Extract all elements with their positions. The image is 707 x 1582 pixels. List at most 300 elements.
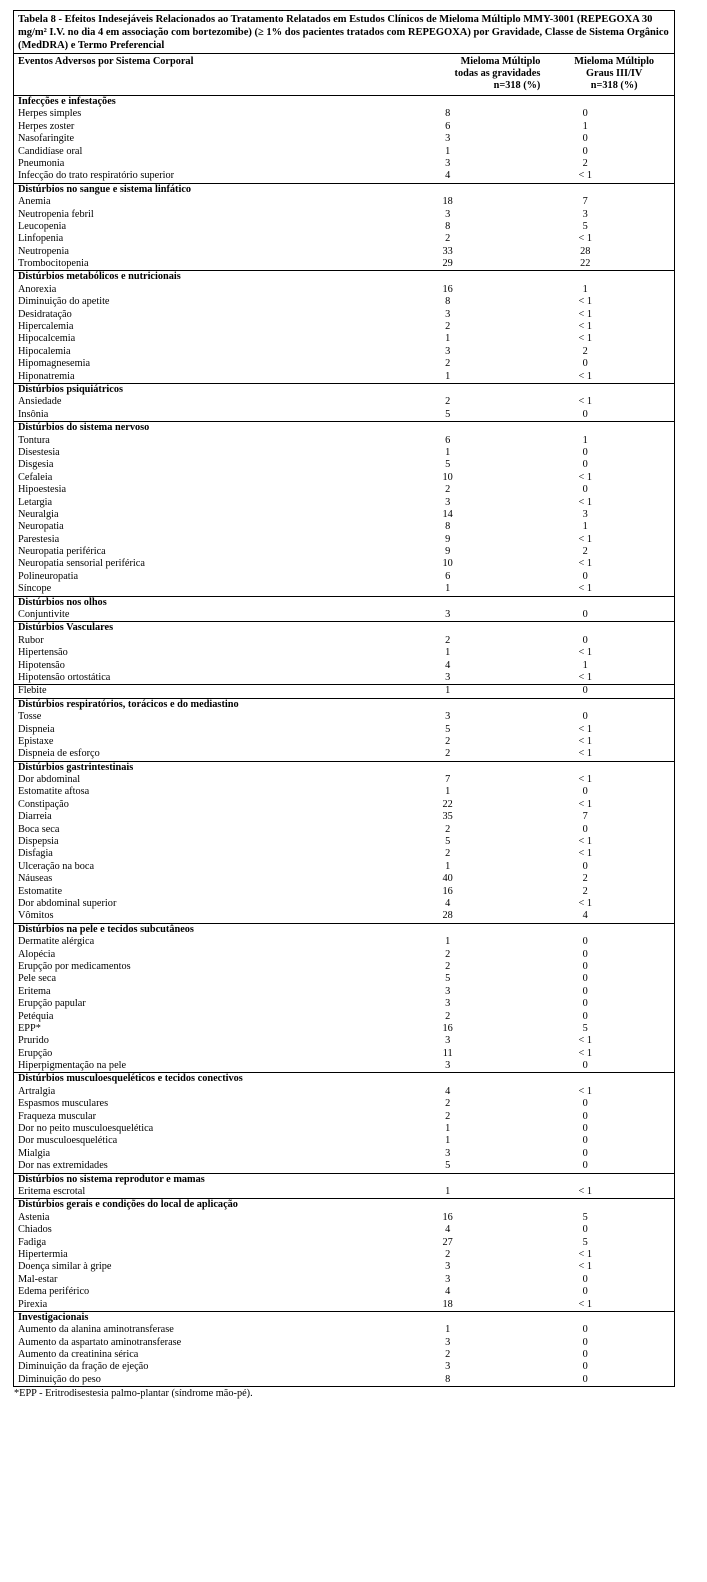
event-name-cell: Disgesia — [18, 459, 54, 471]
table-row — [14, 1098, 674, 1110]
adverse-events-table — [13, 10, 675, 1387]
grade-3-4-cell: 0 — [582, 358, 588, 370]
table-row — [14, 1023, 674, 1035]
table-header — [14, 54, 674, 96]
event-name-cell: Aumento da aspartato aminotransferase — [18, 1336, 182, 1348]
table-section — [14, 1199, 674, 1312]
grade-3-4-cell: 0 — [582, 446, 588, 458]
all-grades-cell: 3 — [445, 985, 451, 997]
event-name-cell: Dermatite alérgica — [18, 936, 95, 948]
all-grades-cell: 2 — [445, 396, 451, 408]
all-grades-cell: 2 — [445, 634, 451, 646]
event-name-cell: Estomatite — [18, 885, 63, 897]
grade-3-4-cell: 0 — [582, 1098, 588, 1110]
grade-3-4-cell: 0 — [582, 484, 588, 496]
all-grades-cell: 4 — [445, 898, 451, 909]
table-row — [14, 346, 674, 358]
table-row — [14, 371, 674, 383]
grade-3-4-cell: 0 — [582, 1361, 588, 1373]
all-grades-cell: 2 — [445, 823, 451, 835]
table-row — [14, 786, 674, 798]
event-name-cell: Hipocalcemia — [18, 333, 76, 345]
all-grades-cell: 33 — [442, 245, 453, 257]
all-grades-cell: 28 — [442, 910, 453, 922]
all-grades-cell: 1 — [445, 685, 451, 697]
all-grades-cell: 18 — [442, 196, 453, 208]
grade-3-4-cell: 5 — [582, 1236, 588, 1248]
table-section — [14, 184, 674, 272]
event-name-cell: Petéquia — [18, 1010, 54, 1022]
event-name-cell: Dispneia de esforço — [18, 748, 100, 760]
table-row — [14, 961, 674, 973]
all-grades-cell: 10 — [442, 471, 453, 483]
event-name-cell: Ulceração na boca — [18, 860, 95, 872]
all-grades-cell: 3 — [445, 345, 451, 357]
table-row — [14, 724, 674, 736]
all-grades-cell: 5 — [445, 973, 451, 985]
grade-3-4-cell: < 1 — [578, 583, 593, 595]
event-name-cell: Hipomagnesemia — [18, 358, 91, 370]
all-grades-cell: 22 — [442, 798, 453, 810]
section-title: Distúrbios metabólicos e nutricionais — [18, 271, 181, 283]
all-grades-cell: 6 — [445, 434, 451, 446]
grade-3-4-cell: < 1 — [578, 1298, 593, 1310]
table-row — [14, 121, 674, 133]
table-row — [14, 1148, 674, 1160]
table-row — [14, 284, 674, 296]
all-grades-cell: 3 — [445, 998, 451, 1010]
grade-3-4-cell: 28 — [580, 245, 591, 257]
all-grades-cell: 16 — [442, 1022, 453, 1034]
table-row — [14, 146, 674, 158]
table-row — [14, 998, 674, 1010]
grade-3-4-cell: < 1 — [578, 898, 593, 909]
event-name-cell: Constipação — [18, 798, 69, 810]
section-title: Distúrbios respiratórios, torácicos e do mediastino — [18, 698, 239, 710]
grade-3-4-cell: 0 — [582, 1224, 588, 1236]
table-section — [14, 699, 674, 762]
all-grades-cell: 3 — [445, 711, 451, 723]
grade-3-4-cell: < 1 — [578, 735, 593, 747]
table-section — [14, 1312, 674, 1386]
grade-3-4-cell: < 1 — [578, 1261, 593, 1273]
event-name-cell: Pneumonia — [18, 157, 65, 169]
table-row — [14, 435, 674, 447]
event-name-cell: Dor abdominal superior — [18, 898, 117, 909]
all-grades-cell: 40 — [442, 873, 453, 885]
table-row — [14, 1212, 674, 1224]
event-name-cell: Neutropenia — [18, 245, 69, 257]
grade-3-4-cell: 0 — [582, 1147, 588, 1159]
grade-3-4-cell: 2 — [582, 873, 588, 885]
all-grades-cell: 2 — [445, 1110, 451, 1122]
grade-3-4-cell: 1 — [582, 120, 588, 132]
grade-3-4-cell: 0 — [582, 133, 588, 145]
event-name-cell: Dor no peito musculoesquelética — [18, 1123, 154, 1135]
grade-3-4-cell: < 1 — [578, 1085, 593, 1097]
event-name-cell: Parestesia — [18, 533, 60, 545]
header-grade-3-4-line1: Mieloma Múltiplo — [574, 56, 655, 67]
grade-3-4-cell: 0 — [582, 860, 588, 872]
section-title: Distúrbios gastrintestinais — [18, 761, 134, 773]
all-grades-cell: 3 — [445, 671, 451, 683]
table-row — [14, 635, 674, 647]
footnote: *EPP - Eritrodisestesia palmo-plantar (síndrome mão-pé). — [14, 1388, 253, 1400]
grade-3-4-cell: 0 — [582, 1286, 588, 1298]
table-row — [14, 246, 674, 258]
grade-3-4-cell: 0 — [582, 1010, 588, 1022]
all-grades-cell: 2 — [445, 1349, 451, 1361]
header-all-grades-line3: n=318 (%) — [493, 80, 541, 91]
grade-3-4-cell: < 1 — [578, 1047, 593, 1059]
all-grades-cell: 1 — [445, 786, 451, 798]
table-row — [14, 1123, 674, 1135]
all-grades-cell: 1 — [445, 446, 451, 458]
table-row — [14, 158, 674, 170]
table-row — [14, 321, 674, 333]
table-row — [14, 509, 674, 521]
section-title: Distúrbios na pele e tecidos subcutâneos — [18, 923, 194, 935]
event-name-cell: Fraqueza muscular — [18, 1110, 97, 1122]
event-name-cell: Aumento da creatinina sérica — [18, 1349, 139, 1361]
event-name-cell: Prurido — [18, 1035, 49, 1047]
table-row — [14, 1337, 674, 1349]
all-grades-cell: 3 — [445, 157, 451, 169]
table-row — [14, 558, 674, 570]
grade-3-4-cell: 2 — [582, 885, 588, 897]
table-row — [14, 949, 674, 961]
grade-3-4-cell: 0 — [582, 1160, 588, 1172]
all-grades-cell: 5 — [445, 1160, 451, 1172]
event-name-cell: Letargia — [18, 496, 53, 508]
all-grades-cell: 16 — [442, 885, 453, 897]
table-row — [14, 1060, 674, 1072]
table-section — [14, 422, 674, 596]
grade-3-4-cell: 0 — [582, 1324, 588, 1336]
all-grades-cell: 27 — [442, 1236, 453, 1248]
grade-3-4-cell: 0 — [582, 973, 588, 985]
table-row — [14, 936, 674, 948]
all-grades-cell: 2 — [445, 735, 451, 747]
table-row — [14, 1261, 674, 1273]
event-name-cell: Neuropatia sensorial periférica — [18, 558, 145, 570]
table-row — [14, 108, 674, 120]
all-grades-cell: 1 — [445, 145, 451, 157]
section-title: Distúrbios psiquiátricos — [18, 383, 123, 395]
all-grades-cell: 2 — [445, 358, 451, 370]
event-name-cell: Rubor — [18, 634, 44, 646]
section-title: Distúrbios no sistema reprodutor e mamas — [18, 1173, 205, 1185]
event-name-cell: Dor abdominal — [18, 774, 81, 786]
grade-3-4-cell: < 1 — [578, 748, 593, 760]
event-name-cell: Neuropatia periférica — [18, 546, 106, 558]
all-grades-cell: 18 — [442, 1298, 453, 1310]
all-grades-cell: 2 — [445, 321, 451, 333]
event-name-cell: Vômitos — [18, 910, 54, 922]
event-name-cell: Insônia — [18, 408, 49, 420]
event-name-cell: Mal-estar — [18, 1273, 58, 1285]
grade-3-4-cell: < 1 — [578, 671, 593, 683]
table-row — [14, 1324, 674, 1336]
table-row — [14, 898, 674, 910]
event-name-cell: Eritema — [18, 985, 51, 997]
grade-3-4-cell: 0 — [582, 1135, 588, 1147]
grade-3-4-cell: 1 — [582, 283, 588, 295]
table-row — [14, 447, 674, 459]
table-section — [14, 1174, 674, 1200]
event-name-cell: Diarreia — [18, 811, 52, 823]
grade-3-4-cell: 2 — [582, 345, 588, 357]
grade-3-4-cell: 0 — [582, 1273, 588, 1285]
event-name-cell: Anorexia — [18, 283, 57, 295]
all-grades-cell: 3 — [445, 208, 451, 220]
event-name-cell: Boca seca — [18, 823, 60, 835]
grade-3-4-cell: 0 — [582, 1349, 588, 1361]
table-row — [14, 521, 674, 533]
grade-3-4-cell: 2 — [582, 546, 588, 558]
grade-3-4-cell: < 1 — [578, 471, 593, 483]
section-title: Distúrbios gerais e condições do local de aplicação — [18, 1199, 238, 1211]
event-name-cell: Hipercalemia — [18, 321, 74, 333]
table-row — [14, 472, 674, 484]
table-section — [14, 1073, 674, 1173]
all-grades-cell: 7 — [445, 774, 451, 786]
event-name-cell: Disestesia — [18, 446, 60, 458]
table-row — [14, 484, 674, 496]
table-row — [14, 296, 674, 308]
grade-3-4-cell: 0 — [582, 408, 588, 420]
table-row — [14, 1374, 674, 1386]
event-name-cell: Neutropenia febril — [18, 208, 94, 220]
event-name-cell: Estomatite aftosa — [18, 786, 90, 798]
all-grades-cell: 4 — [445, 659, 451, 671]
all-grades-cell: 3 — [445, 133, 451, 145]
table-row — [14, 711, 674, 723]
event-name-cell: Herpes simples — [18, 108, 82, 120]
event-name-cell: Aumento da alanina aminotransferase — [18, 1324, 174, 1336]
table-section — [14, 622, 674, 685]
table-row — [14, 1286, 674, 1298]
event-name-cell: Hipotensão ortostática — [18, 671, 111, 683]
all-grades-cell: 6 — [445, 570, 451, 582]
header-all-grades — [403, 54, 543, 95]
event-name-cell: Tontura — [18, 434, 50, 446]
grade-3-4-cell: 0 — [582, 1373, 588, 1385]
table-row — [14, 811, 674, 823]
grade-3-4-cell: 7 — [582, 196, 588, 208]
grade-3-4-cell: 0 — [582, 1060, 588, 1072]
grade-3-4-cell: 0 — [582, 786, 588, 798]
table-row — [14, 133, 674, 145]
grade-3-4-cell: 0 — [582, 960, 588, 972]
table-section — [14, 271, 674, 384]
all-grades-cell: 9 — [445, 546, 451, 558]
section-title: Distúrbios nos olhos — [18, 596, 107, 608]
grade-3-4-cell: 0 — [582, 459, 588, 471]
table-section — [14, 597, 674, 623]
all-grades-cell: 2 — [445, 948, 451, 960]
event-name-cell: Alopécia — [18, 948, 56, 960]
grade-3-4-cell: 0 — [582, 145, 588, 157]
header-grade-3-4-line3: n=318 (%) — [590, 80, 638, 91]
event-name-cell: Epistaxe — [18, 735, 54, 747]
table-row — [14, 685, 674, 697]
grade-3-4-cell: 5 — [582, 1022, 588, 1034]
event-name-cell: Anemia — [18, 196, 51, 208]
grade-3-4-cell: 7 — [582, 811, 588, 823]
event-name-cell: Erupção — [18, 1047, 53, 1059]
event-name-cell: Nasofaringite — [18, 133, 75, 145]
event-name-cell: Tosse — [18, 711, 42, 723]
event-name-cell: Linfopenia — [18, 233, 64, 245]
grade-3-4-cell: < 1 — [578, 533, 593, 545]
all-grades-cell: 4 — [445, 1286, 451, 1298]
event-name-cell: Neuralgia — [18, 508, 59, 520]
all-grades-cell: 3 — [445, 1060, 451, 1072]
table-row — [14, 497, 674, 509]
grade-3-4-cell: < 1 — [578, 798, 593, 810]
event-name-cell: Síncope — [18, 583, 52, 595]
table-row — [14, 1249, 674, 1261]
table-row — [14, 886, 674, 898]
all-grades-cell: 4 — [445, 1224, 451, 1236]
table-row — [14, 1135, 674, 1147]
event-name-cell: Disfagia — [18, 848, 53, 860]
table-row — [14, 774, 674, 786]
table-body — [14, 96, 674, 1386]
header-events: Eventos Adversos por Sistema Corporal — [18, 56, 194, 67]
all-grades-cell: 3 — [445, 1336, 451, 1348]
table-row — [14, 571, 674, 583]
all-grades-cell: 1 — [445, 647, 451, 659]
all-grades-cell: 10 — [442, 558, 453, 570]
all-grades-cell: 3 — [445, 1273, 451, 1285]
all-grades-cell: 4 — [445, 1085, 451, 1097]
table-row — [14, 910, 674, 922]
grade-3-4-cell: < 1 — [578, 647, 593, 659]
event-name-cell: Cefaleia — [18, 471, 53, 483]
event-name-cell: Desidratação — [18, 308, 72, 320]
section-title: Investigacionais — [18, 1311, 89, 1323]
table-row — [14, 258, 674, 270]
table-row — [14, 799, 674, 811]
grade-3-4-cell: 2 — [582, 157, 588, 169]
grade-3-4-cell: < 1 — [578, 558, 593, 570]
table-row — [14, 1186, 674, 1198]
event-name-cell: Conjuntivite — [18, 609, 70, 621]
event-name-cell: Mialgia — [18, 1147, 51, 1159]
grade-3-4-cell: 3 — [582, 208, 588, 220]
grade-3-4-cell: 0 — [582, 936, 588, 948]
all-grades-cell: 4 — [445, 170, 451, 182]
event-name-cell: Flebite — [18, 685, 47, 697]
event-name-cell: Polineuropatia — [18, 570, 79, 582]
event-name-cell: Dor nas extremidades — [18, 1160, 108, 1172]
all-grades-cell: 29 — [442, 258, 453, 270]
event-name-cell: Dor musculoesquelética — [18, 1135, 118, 1147]
all-grades-cell: 16 — [442, 283, 453, 295]
grade-3-4-cell: < 1 — [578, 774, 593, 786]
grade-3-4-cell: 1 — [582, 659, 588, 671]
all-grades-cell: 8 — [445, 521, 451, 533]
grade-3-4-cell: 0 — [582, 823, 588, 835]
all-grades-cell: 2 — [445, 233, 451, 245]
event-name-cell: Hiponatremia — [18, 370, 75, 382]
table-row — [14, 459, 674, 471]
table-row — [14, 1274, 674, 1286]
event-name-cell: Pirexia — [18, 1298, 48, 1310]
event-name-cell: Neuropatia — [18, 521, 64, 533]
table-row — [14, 672, 674, 684]
table-row — [14, 986, 674, 998]
grade-3-4-cell: 0 — [582, 1110, 588, 1122]
grade-3-4-cell: < 1 — [578, 296, 593, 308]
grade-3-4-cell: < 1 — [578, 233, 593, 245]
grade-3-4-cell: < 1 — [578, 496, 593, 508]
table-row — [14, 836, 674, 848]
all-grades-cell: 16 — [442, 1211, 453, 1223]
grade-3-4-cell: 3 — [582, 508, 588, 520]
table-row — [14, 873, 674, 885]
all-grades-cell: 1 — [445, 860, 451, 872]
grade-3-4-cell: < 1 — [578, 848, 593, 860]
table-section — [14, 96, 674, 184]
table-row — [14, 736, 674, 748]
section-title: Distúrbios no sangue e sistema linfático — [18, 183, 192, 195]
event-name-cell: Dispneia — [18, 723, 55, 735]
all-grades-cell: 6 — [445, 120, 451, 132]
event-name-cell: Náuseas — [18, 873, 53, 885]
all-grades-cell: 8 — [445, 296, 451, 308]
event-name-cell: Artralgia — [18, 1085, 56, 1097]
grade-3-4-cell: 22 — [580, 258, 591, 270]
event-name-cell: Eritema escrotal — [18, 1185, 86, 1197]
table-section — [14, 924, 674, 1074]
table-row — [14, 1086, 674, 1098]
grade-3-4-cell: 1 — [582, 521, 588, 533]
all-grades-cell: 2 — [445, 848, 451, 860]
event-name-cell: Hipocalemia — [18, 345, 71, 357]
table-row — [14, 196, 674, 208]
table-row — [14, 583, 674, 595]
grade-3-4-cell: 0 — [582, 108, 588, 120]
event-name-cell: Infecção do trato respiratório superior — [18, 170, 175, 182]
table-row — [14, 1111, 674, 1123]
all-grades-cell: 11 — [442, 1047, 453, 1059]
grade-3-4-cell: 4 — [582, 910, 588, 922]
table-row — [14, 358, 674, 370]
table-section — [14, 762, 674, 924]
all-grades-cell: 1 — [445, 333, 451, 345]
all-grades-cell: 3 — [445, 308, 451, 320]
grade-3-4-cell: 0 — [582, 634, 588, 646]
event-name-cell: Erupção por medicamentos — [18, 960, 131, 972]
grade-3-4-cell: 0 — [582, 609, 588, 621]
table-row — [14, 1011, 674, 1023]
table-row — [14, 824, 674, 836]
grade-3-4-cell: < 1 — [578, 396, 593, 408]
header-all-grades-line1: Mieloma Múltiplo — [460, 56, 541, 67]
grade-3-4-cell: < 1 — [578, 370, 593, 382]
event-name-cell: Diminuição do peso — [18, 1373, 101, 1385]
table-row — [14, 1361, 674, 1373]
header-all-grades-line2: todas as gravidades — [454, 68, 541, 79]
table-row — [14, 748, 674, 760]
document — [13, 10, 675, 1400]
all-grades-cell: 1 — [445, 936, 451, 948]
event-name-cell: Fadiga — [18, 1236, 47, 1248]
event-name-cell: Herpes zoster — [18, 120, 75, 132]
